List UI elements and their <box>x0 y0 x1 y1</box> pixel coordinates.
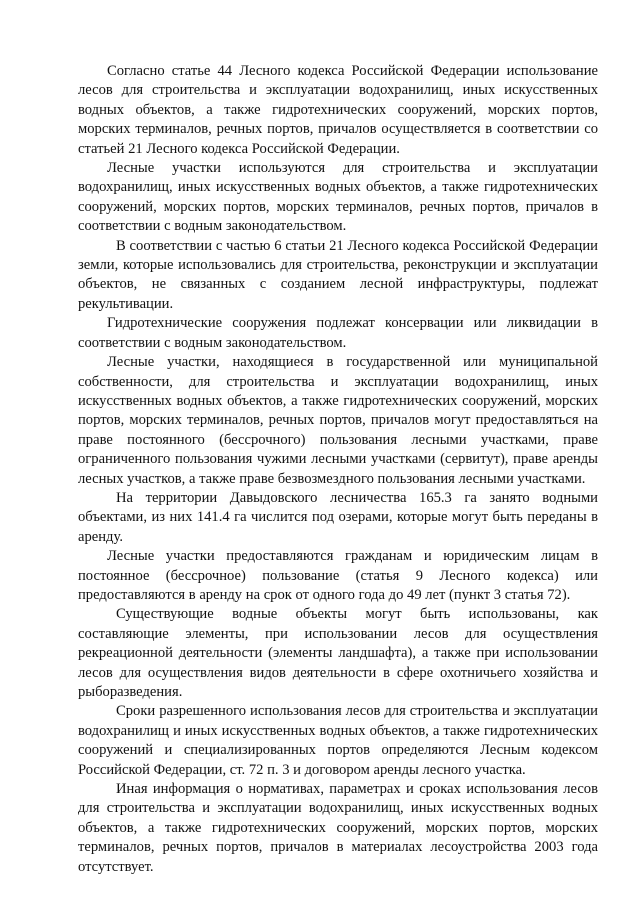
paragraph-6: На территории Давыдовского лесничества 165.3 га занято водными объектами, из них 141.4 га числится под озерами, которые могут быть переданы в аренду. <box>78 489 598 545</box>
paragraph-9: Сроки разрешенного использования лесов для строительства и эксплуатации водохранилищ и иных искусственных водных объектов, а также гидротехнических сооружений и специализированных портов определяются Лесным кодексом Российской Федерации, ст. 72 п. 3 и договором аренды лесного участка. <box>78 703 598 778</box>
document-page <box>78 62 598 877</box>
paragraph-5: Лесные участки, находящиеся в государственной или муниципальной собственности, для строительства и эксплуатации водохранилищ, иных искусственных водных объектов, а также гидротехнических сооружений, морских портов, морских терминалов, речных портов, причалов могут предоставляться на праве постоянного (бессрочного) пользования лесными участками, праве ограниченного пользования чужими лесными участками (сервитут), праве аренды лесных участков, а также праве безвозмездного пользования лесными участками. <box>78 354 598 487</box>
paragraph-2: Лесные участки используются для строительства и эксплуатации водохранилищ, иных искусственных водных объектов, а также гидротехнических сооружений, морских портов, морских терминалов, речных портов, причалов в соответствии с водным законодательством. <box>78 160 598 235</box>
paragraph-7: Лесные участки предоставляются гражданам и юридическим лицам в постоянное (бессрочное) пользование (статья 9 Лесного кодекса) или предоставляются в аренду на срок от одного года до 49 лет (пункт 3 статья 72). <box>78 548 598 603</box>
paragraph-1: Согласно статье 44 Лесного кодекса Российской Федерации использование лесов для строительства и эксплуатации водохранилищ, иных искусственных водных объектов, а также гидротехнических сооружений, морских портов, морских терминалов, речных портов, причалов осуществляется в соответствии со статьей 21 Лесного кодекса Российской Федерации. <box>78 63 598 157</box>
paragraph-10: Иная информация о нормативах, параметрах и сроках использования лесов для строительства и эксплуатации водохранилищ, иных искусственных водных объектов, а также гидротехнических сооружений, морских портов, морских терминалов, речных портов, причалов в материалах лесоустройства 2003 года отсутствует. <box>78 781 598 875</box>
paragraph-3: В соответствии с частью 6 статьи 21 Лесного кодекса Российской Федерации земли, которые использовались для строительства, реконструкции и эксплуатации объектов, не связанных с созданием лесной инфраструктуры, подлежат рекультивации. <box>78 237 598 312</box>
paragraph-4: Гидротехнические сооружения подлежат консервации или ликвидации в соответствии с водным законодательством. <box>78 315 598 351</box>
paragraph-8: Существующие водные объекты могут быть использованы, как составляющие элементы, при использовании лесов для осуществления рекреационной деятельности (элементы ландшафта), а также при использовании лесов для осуществления видов деятельности в сфере охотничьего хозяйства и рыборазведения. <box>78 606 598 700</box>
